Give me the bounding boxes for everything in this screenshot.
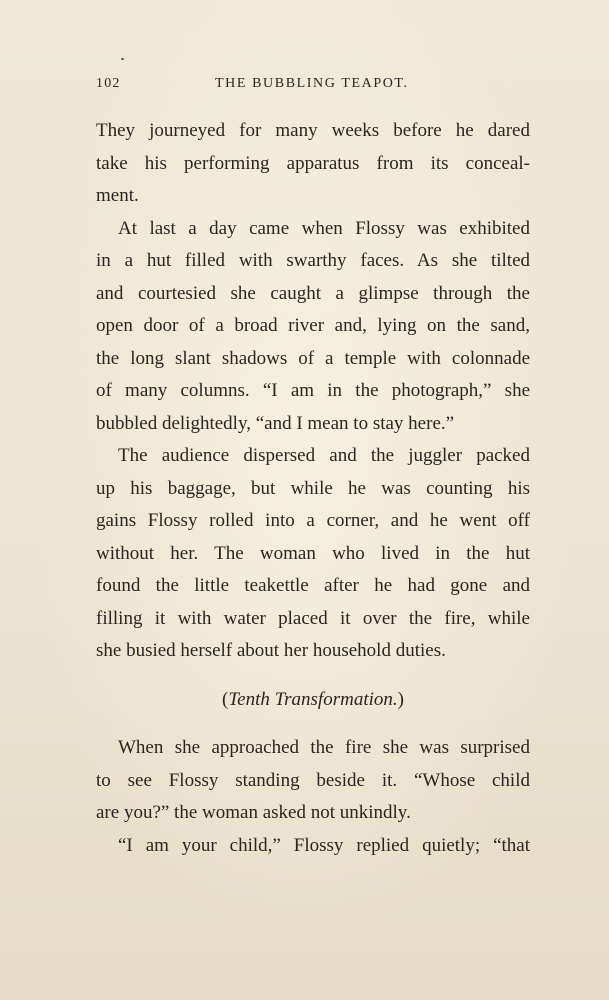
text-line: gains Flossy rolled into a corner, and he went off (96, 510, 530, 531)
text-line: They journeyed for many weeks before he dared (96, 120, 530, 141)
text-line: in a hut filled with swarthy faces. As she tilted (96, 250, 530, 271)
paragraph-first-line: The audience dispersed and the juggler packed (118, 445, 530, 466)
heading-close-paren: ) (397, 689, 404, 710)
text-line: and courtesied she caught a glimpse through the (96, 282, 530, 304)
text-line: filling it with water placed it over the fire, while (96, 607, 530, 629)
ink-speck (121, 58, 124, 60)
text-line: take his performing apparatus from its conceal- (96, 152, 530, 174)
body-text-block-2 (96, 732, 530, 862)
running-header (96, 76, 528, 98)
text-line: without her. The woman who lived in the hut (96, 542, 530, 564)
text-line: to see Flossy standing beside it. “Whose child (96, 769, 530, 791)
heading-text: Tenth Transformation. (228, 689, 398, 710)
page-number: 102 (96, 76, 121, 91)
text-line: the long slant shadows of a temple with colonnade (96, 347, 530, 369)
text-line: up his baggage, but while he was counting his (96, 477, 530, 499)
text-line: bubbled delightedly, “and I mean to stay here.” (96, 412, 455, 434)
text-line: of many columns. “I am in the photograph,” she (96, 380, 530, 401)
text-line: found the little teakettle after he had gone and (96, 575, 530, 596)
paragraph-first-line: When she approached the fire she was surprised (118, 737, 530, 758)
running-title: THE BUBBLING TEAPOT. (215, 76, 409, 91)
paragraph-first-line: At last a day came when Flossy was exhibited (118, 217, 530, 239)
text-line: ment. (96, 185, 139, 206)
paragraph-first-line: “I am your child,” Flossy replied quietly; “that (118, 834, 530, 856)
body-text-block-1 (96, 115, 530, 668)
text-line: are you?” the woman asked not unkindly. (96, 802, 411, 823)
text-line: open door of a broad river and, lying on the sand, (96, 315, 530, 336)
text-line: she busied herself about her household duties. (96, 640, 446, 661)
section-heading (96, 684, 530, 716)
heading-open-paren: ( (222, 689, 229, 710)
